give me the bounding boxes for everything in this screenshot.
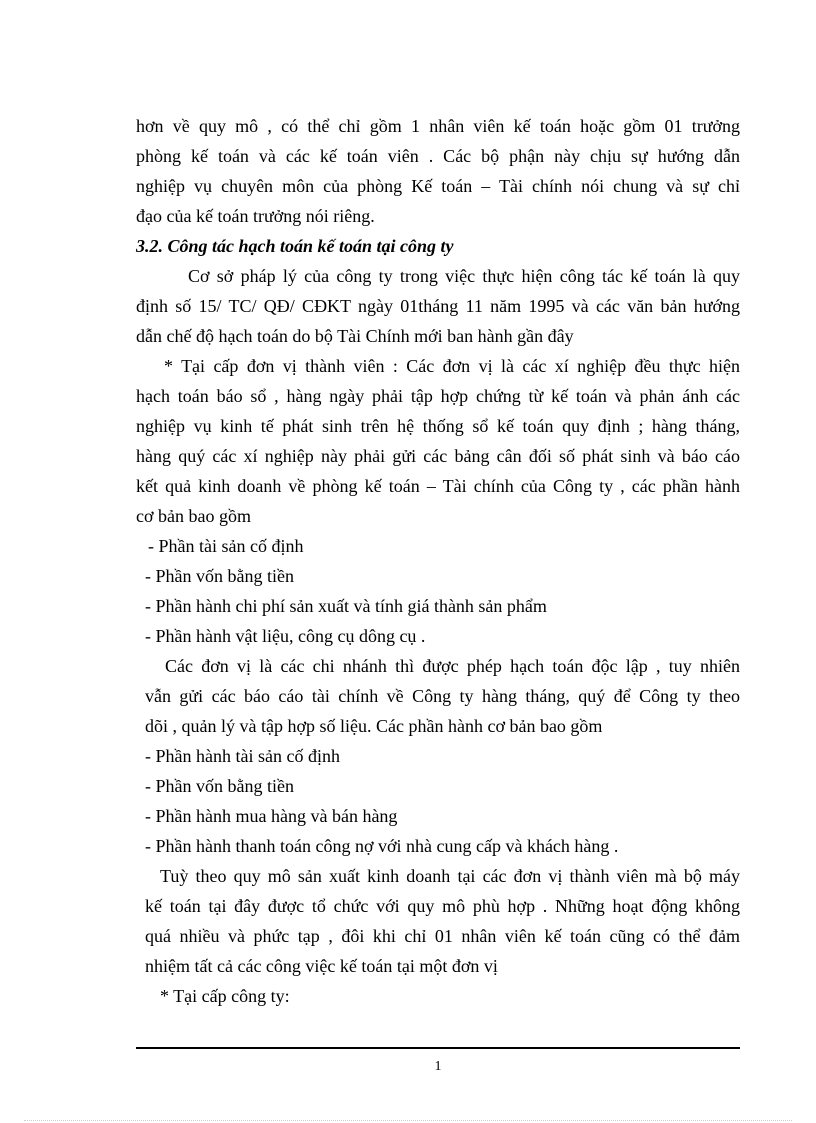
list-item: - Phần hành mua hàng và bán hàng xyxy=(145,806,398,826)
paragraph-line: * Tại cấp công ty: xyxy=(160,986,290,1006)
paragraph-line: phòng kế toán và các kế toán viên . Các bộ phận này chịu sự hướng dẫn xyxy=(136,146,740,166)
paragraph-line: kế toán tại đây được tổ chức với quy mô phù hợp . Những hoạt động không xyxy=(145,896,740,916)
footer-divider xyxy=(136,1047,740,1049)
paragraph-line: nghiệp vụ chuyên môn của phòng Kế toán – Tài chính nói chung và sự chỉ xyxy=(136,176,740,196)
paragraph-line: quá nhiều và phức tạp , đôi khi chỉ 01 nhân viên kế toán cũng có thể đảm xyxy=(145,926,740,946)
list-item: - Phần vốn bằng tiền xyxy=(145,566,294,586)
list-item: - Phần hành thanh toán công nợ với nhà cung cấp và khách hàng . xyxy=(145,836,619,856)
paragraph-line: cơ bản bao gồm xyxy=(136,506,251,526)
list-item: - Phần hành chi phí sản xuất và tính giá thành sản phẩm xyxy=(145,596,547,616)
paragraph-line: dẫn chế độ hạch toán do bộ Tài Chính mới ban hành gần đây xyxy=(136,326,574,346)
list-item: - Phần hành vật liệu, công cụ dông cụ . xyxy=(145,626,426,646)
list-item: - Phần vốn bằng tiền xyxy=(145,776,294,796)
paragraph-line: hơn về quy mô , có thể chỉ gồm 1 nhân viên kế toán hoặc gồm 01 trưởng xyxy=(136,116,740,136)
page-number: 1 xyxy=(434,1059,442,1074)
paragraph-line: nhiệm tất cả các công việc kế toán tại một đơn vị xyxy=(145,956,498,976)
paragraph-line: đạo của kế toán trưởng nói riêng. xyxy=(136,206,375,226)
paragraph-line: Các đơn vị là các chi nhánh thì được phép hạch toán độc lập , tuy nhiên xyxy=(165,656,740,676)
paragraph-line: hàng quý các xí nghiệp này phải gửi các bảng cân đối số phát sinh và báo cáo xyxy=(136,446,740,466)
paragraph-line: kết quả kinh doanh về phòng kế toán – Tài chính của Công ty , các phần hành xyxy=(136,476,740,496)
paragraph-line: định số 15/ TC/ QĐ/ CĐKT ngày 01tháng 11 năm 1995 và các văn bản hướng xyxy=(136,296,740,316)
document-body xyxy=(136,111,740,1011)
paragraph-line: nghiệp vụ kinh tế phát sinh trên hệ thống sổ kế toán quy định ; hàng tháng, xyxy=(136,416,740,436)
section-heading: 3.2. Công tác hạch toán kế toán tại công ty xyxy=(136,236,454,256)
footer-dotted-line xyxy=(24,1120,792,1121)
paragraph-line: vẫn gửi các báo cáo tài chính về Công ty hàng tháng, quý để Công ty theo xyxy=(145,686,740,706)
list-item: - Phần hành tài sản cố định xyxy=(145,746,340,766)
paragraph-line: * Tại cấp đơn vị thành viên : Các đơn vị là các xí nghiệp đều thực hiện xyxy=(164,356,740,376)
paragraph-line: hạch toán báo sổ , hàng ngày phải tập hợp chứng từ kế toán và phản ánh các xyxy=(136,386,740,406)
paragraph-line: dõi , quản lý và tập hợp số liệu. Các phần hành cơ bản bao gồm xyxy=(145,716,603,736)
list-item: - Phần tài sản cố định xyxy=(148,536,304,556)
paragraph-line: Tuỳ theo quy mô sản xuất kinh doanh tại các đơn vị thành viên mà bộ máy xyxy=(160,866,740,886)
paragraph-line: Cơ sở pháp lý của công ty trong việc thực hiện công tác kế toán là quy xyxy=(188,266,740,286)
